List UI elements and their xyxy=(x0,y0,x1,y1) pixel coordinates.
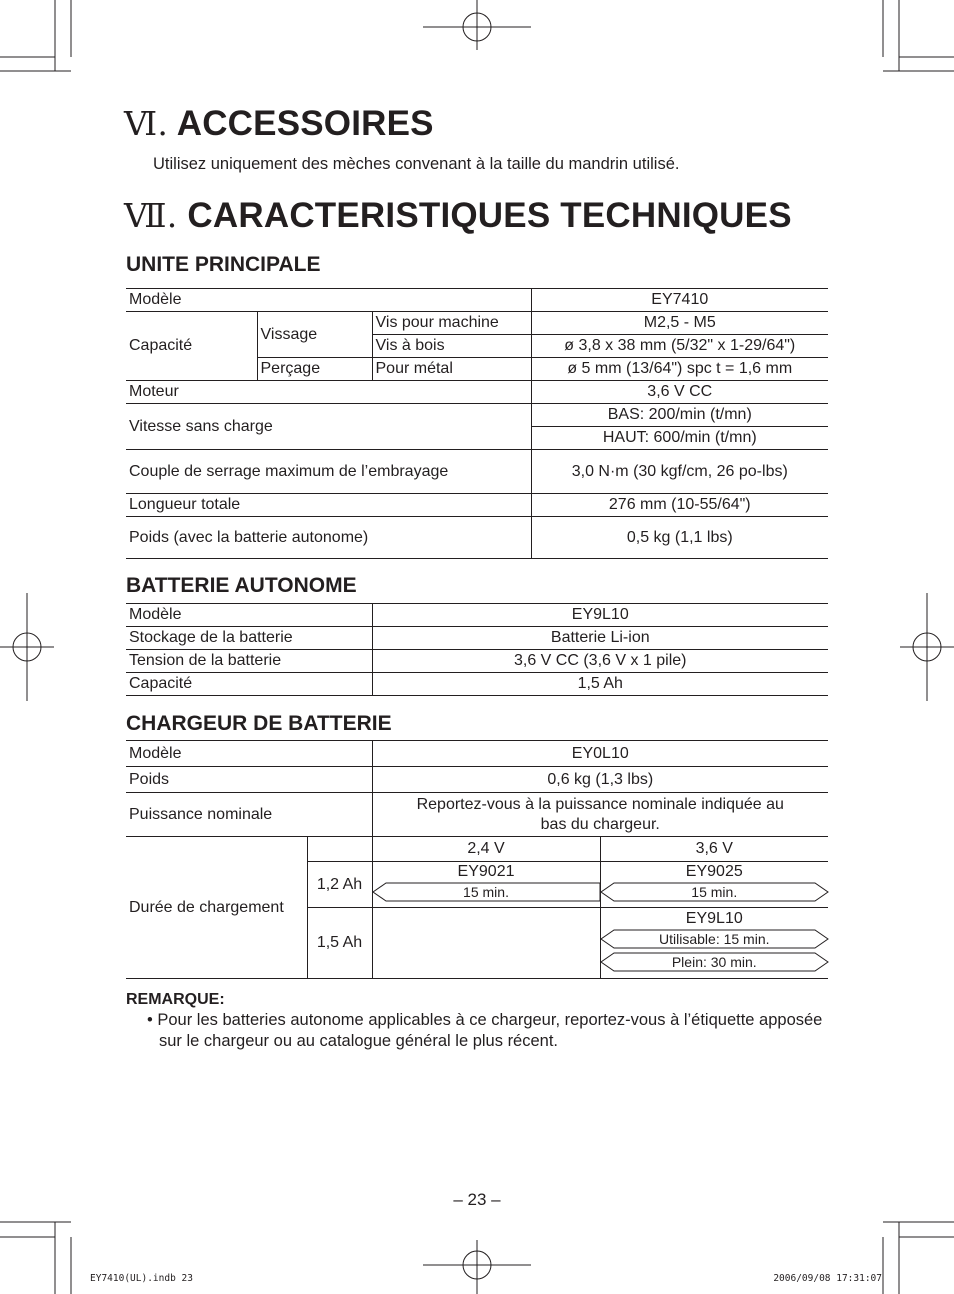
torque-value: 3,0 N·m (30 kgf/cm, 26 po-lbs) xyxy=(531,450,828,494)
main-unit-heading: UNITE PRINCIPALE xyxy=(126,253,321,276)
length-label: Longueur totale xyxy=(126,494,531,517)
ey9l10-full: Plein: 30 min. xyxy=(671,953,757,970)
battery-storage-label: Stockage de la batterie xyxy=(126,627,372,650)
battery-table xyxy=(126,603,828,696)
table-row xyxy=(126,381,828,404)
charger-rating-label: Puissance nominale xyxy=(126,793,372,837)
wood-screw-value: ø 3,8 x 38 mm (5/32" x 1-29/64") xyxy=(531,335,828,358)
table-row xyxy=(126,741,828,767)
weight-label: Poids (avec la batterie autonome) xyxy=(126,517,531,559)
main-unit-table xyxy=(126,288,828,559)
ey9025-cell xyxy=(600,862,828,908)
speed-label: Vitesse sans charge xyxy=(126,404,531,450)
empty-cell xyxy=(372,908,600,979)
footer-datetime: 2006/09/08 17:31:07 xyxy=(773,1273,882,1284)
charger-weight-value: 0,6 kg (1,3 lbs) xyxy=(372,767,828,793)
section6-intro: Utilisez uniquement des mèches convenant à la taille du mandrin utilisé. xyxy=(153,155,680,173)
table-row xyxy=(126,404,828,427)
charge-time-label: Durée de chargement xyxy=(126,837,307,979)
row-1-2ah: 1,2 Ah xyxy=(307,862,372,908)
table-row xyxy=(126,494,828,517)
ey9l10-full-arrow xyxy=(601,952,829,972)
ey9l10-cell xyxy=(600,908,828,979)
section7-heading xyxy=(124,196,792,236)
table-row xyxy=(126,793,828,837)
battery-model-label: Modèle xyxy=(126,604,372,627)
ey9l10-usable: Utilisable: 15 min. xyxy=(659,930,770,947)
ey9025-time-arrow xyxy=(601,882,829,902)
machine-screw-value: M2,5 - M5 xyxy=(531,312,828,335)
model-value: EY7410 xyxy=(531,289,828,312)
length-value: 276 mm (10-55/64") xyxy=(531,494,828,517)
ey9l10-usable-arrow xyxy=(601,929,829,949)
col-3-6v: 3,6 V xyxy=(600,837,828,862)
battery-heading: BATTERIE AUTONOME xyxy=(126,574,357,597)
section6-numeral: Ⅵ. xyxy=(124,104,169,143)
speed-low: BAS: 200/min (t/mn) xyxy=(531,404,828,427)
footer-file: EY7410(UL).indb 23 xyxy=(90,1273,193,1284)
speed-high: HAUT: 600/min (t/mn) xyxy=(531,427,828,450)
table-row xyxy=(126,312,828,335)
col-2-4v: 2,4 V xyxy=(372,837,600,862)
ey9021-time: 15 min. xyxy=(463,883,509,900)
wood-screw-label: Vis à bois xyxy=(372,335,531,358)
ey9025-time: 15 min. xyxy=(691,883,738,900)
ey9021-label: EY9021 xyxy=(457,863,515,880)
battery-model-value: EY9L10 xyxy=(372,604,828,627)
section6-heading xyxy=(124,104,434,144)
blank-cell xyxy=(307,837,372,862)
battery-voltage-label: Tension de la batterie xyxy=(126,650,372,673)
charger-rating-value: Reportez-vous à la puissance nominale indiquée au bas du chargeur. xyxy=(372,793,828,837)
table-row xyxy=(126,837,828,862)
battery-capacity-label: Capacité xyxy=(126,673,372,696)
ey9021-cell xyxy=(372,862,600,908)
capacity-label: Capacité xyxy=(126,312,257,381)
motor-label: Moteur xyxy=(126,381,531,404)
model-label: Modèle xyxy=(126,289,531,312)
machine-screw-label: Vis pour machine xyxy=(372,312,531,335)
charger-heading: CHARGEUR DE BATTERIE xyxy=(126,712,392,735)
note-body: • Pour les batteries autonome applicables à ce chargeur, reportez-vous à l’étiquette apposée sur le chargeur ou au catalogue général le plus récent. xyxy=(147,1011,823,1050)
charger-table xyxy=(126,740,828,979)
charger-model-label: Modèle xyxy=(126,741,372,767)
note-title: REMARQUE: xyxy=(126,991,225,1008)
section7-title: CARACTERISTIQUES TECHNIQUES xyxy=(187,196,792,235)
table-row xyxy=(126,450,828,494)
metal-label: Pour métal xyxy=(372,358,531,381)
screwing-label: Vissage xyxy=(257,312,372,358)
drilling-label: Perçage xyxy=(257,358,372,381)
ey9025-label: EY9025 xyxy=(685,863,743,880)
charger-model-value: EY0L10 xyxy=(372,741,828,767)
charger-weight-label: Poids xyxy=(126,767,372,793)
section6-title: ACCESSOIRES xyxy=(176,104,434,143)
battery-storage-value: Batterie Li-ion xyxy=(372,627,828,650)
table-row xyxy=(126,289,828,312)
ey9021-time-arrow xyxy=(373,882,600,902)
table-row xyxy=(126,627,828,650)
metal-value: ø 5 mm (13/64") spc t = 1,6 mm xyxy=(531,358,828,381)
table-row xyxy=(126,517,828,559)
table-row xyxy=(126,767,828,793)
page-number: – 23 – xyxy=(453,1190,501,1209)
table-row xyxy=(126,673,828,696)
section7-numeral: Ⅶ. xyxy=(124,196,178,235)
battery-capacity-value: 1,5 Ah xyxy=(372,673,828,696)
table-row xyxy=(126,650,828,673)
torque-label: Couple de serrage maximum de l’embrayage xyxy=(126,450,531,494)
motor-value: 3,6 V CC xyxy=(531,381,828,404)
battery-voltage-value: 3,6 V CC (3,6 V x 1 pile) xyxy=(372,650,828,673)
weight-value: 0,5 kg (1,1 lbs) xyxy=(531,517,828,559)
ey9l10-label: EY9L10 xyxy=(685,910,743,927)
row-1-5ah: 1,5 Ah xyxy=(307,908,372,979)
table-row xyxy=(126,604,828,627)
